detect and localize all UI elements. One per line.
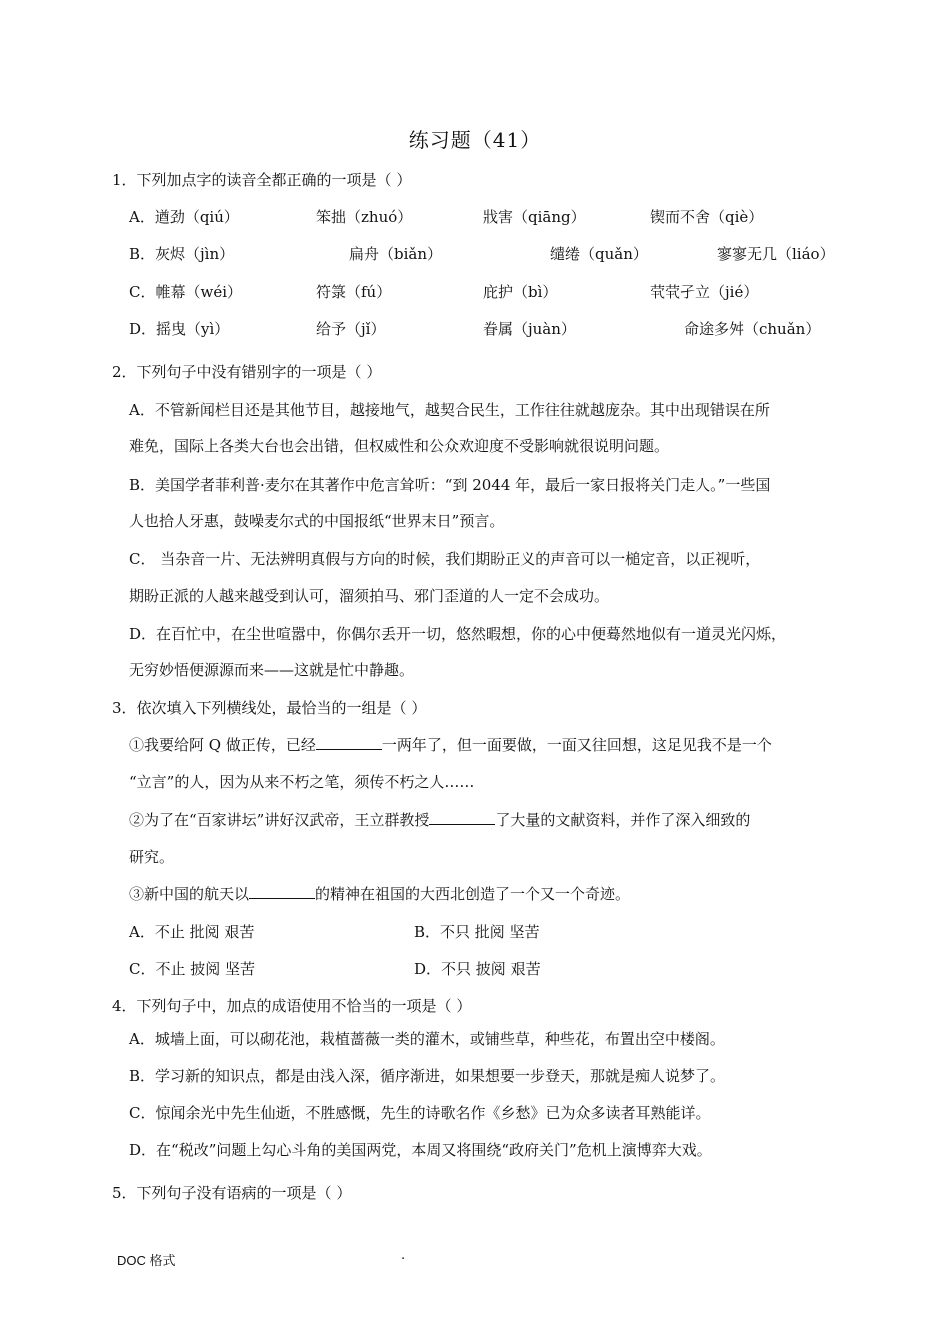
footer-format-label: DOC 格式	[117, 1253, 176, 1268]
q1-option-d-4: 命途多舛（chuǎn）	[684, 320, 821, 338]
question-1-stem: 1．下列加点字的读音全都正确的一项是（ ）	[112, 171, 412, 189]
fill-blank-1	[316, 735, 382, 750]
q2-option-c-line1: C． 当杂音一片、无法辨明真假与方向的时候，我们期盼正义的声音可以一槌定音，以正视听，	[129, 550, 761, 568]
q3-option-d: D．不只 披阅 艰苦	[414, 960, 541, 978]
q3-sentence-1-cont: “立言”的人，因为从来不朽之笔，须传不朽之人……	[129, 773, 475, 791]
q3-s1-part1: ①我要给阿 Q 做正传，已经	[129, 736, 316, 754]
question-5-stem: 5．下列句子没有语病的一项是（ ）	[112, 1184, 352, 1202]
question-2-stem: 2．下列句子中没有错别字的一项是（ ）	[112, 363, 382, 381]
q4-option-d: D．在“税改”问题上勾心斗角的美国两党，本周又将围绕“政府关门”危机上演博弈大戏。	[129, 1141, 712, 1159]
q2-option-c-line2: 期盼正派的人越来越受到认可，溜须拍马、邪门歪道的人一定不会成功。	[129, 587, 610, 605]
q3-sentence-1	[129, 735, 772, 755]
q1-option-a-3: 戕害（qiāng）	[483, 208, 586, 226]
footer-center-mark: .	[401, 1248, 406, 1263]
q4-option-b: B．学习新的知识点，都是由浅入深，循序渐进，如果想要一步登天，那就是痴人说梦了。	[129, 1067, 726, 1085]
q3-sentence-2	[129, 810, 750, 830]
q3-sentence-2-cont: 研究。	[129, 848, 175, 866]
q1-option-a-4: 锲而不舍（qiè）	[650, 208, 764, 226]
q1-option-a-1: A．遒劲（qiú）	[129, 208, 239, 226]
q3-s1-part2: 一两年了，但一面要做，一面又往回想，这足见我不是一个	[381, 736, 772, 754]
q2-option-b-line2: 人也拾人牙惠，鼓噪麦尔式的中国报纸“世界末日”预言。	[129, 512, 505, 530]
fill-blank-3	[249, 884, 315, 899]
q3-s2-part1: ②为了在“百家讲坛”讲好汉武帝，王立群教授	[129, 811, 430, 829]
question-3-stem: 3．依次填入下列横线处，最恰当的一组是（ ）	[112, 699, 427, 717]
q1-option-b-1: B．灰烬（jìn）	[129, 245, 235, 263]
q1-option-d-2: 给予（jǐ）	[316, 320, 386, 338]
q1-option-b-2: 扁舟（biǎn）	[349, 245, 443, 263]
q1-option-c-1: C．帷幕（wéi）	[129, 283, 242, 301]
q2-option-a-line2: 难免，国际上各类大台也会出错，但权威性和公众欢迎度不受影响就很说明问题。	[129, 437, 670, 455]
q1-option-b-4: 寥寥无几（liáo）	[717, 245, 835, 263]
question-4-stem: 4．下列句子中，加点的成语使用不恰当的一项是（ ）	[112, 997, 472, 1015]
q3-sentence-3	[129, 884, 630, 904]
q2-option-b-line1: B．美国学者菲利普·麦尔在其著作中危言耸听：“到 2044 年，最后一家日报将关门走人。”一些国	[129, 476, 771, 494]
q1-option-c-3: 庇护（bì）	[483, 283, 558, 301]
q2-option-a-line1: A．不管新闻栏目还是其他节目，越接地气，越契合民生，工作往往就越庞杂。其中出现错误在所	[129, 401, 770, 419]
q1-option-a-2: 笨拙（zhuó）	[316, 208, 413, 226]
q2-option-d-line2: 无穷妙悟便源源而来——这就是忙中静趣。	[129, 661, 415, 679]
q1-option-d-1: D．摇曳（yì）	[129, 320, 230, 338]
q3-s2-part2: 了大量的文献资料，并作了深入细致的	[495, 811, 751, 829]
q3-s3-part2: 的精神在祖国的大西北创造了一个又一个奇迹。	[315, 885, 631, 903]
page-title: 练习题（41）	[408, 128, 542, 152]
q3-option-c: C．不止 披阅 坚苦	[129, 960, 256, 978]
q3-option-b: B．不只 批阅 坚苦	[414, 923, 540, 941]
q2-option-d-line1: D．在百忙中，在尘世喧嚣中，你偶尔丢开一切，悠然暇想，你的心中便蓦然地似有一道灵光闪烁，	[129, 625, 787, 643]
q1-option-b-3: 缱绻（quǎn）	[550, 245, 648, 263]
q1-option-c-4: 茕茕孑立（jié）	[650, 283, 759, 301]
q4-option-c: C．惊闻余光中先生仙逝，不胜感慨，先生的诗歌名作《乡愁》已为众多读者耳熟能详。	[129, 1104, 711, 1122]
q3-option-a: A．不止 批阅 艰苦	[129, 923, 255, 941]
q1-option-c-2: 符箓（fú）	[316, 283, 392, 301]
q3-s3-part1: ③新中国的航天以	[129, 885, 250, 903]
q4-option-a: A．城墙上面，可以砌花池，栽植蔷薇一类的灌木，或铺些草，种些花，布置出空中楼阁。	[129, 1030, 725, 1048]
q1-option-d-3: 眷属（juàn）	[483, 320, 576, 338]
fill-blank-2	[429, 810, 495, 825]
